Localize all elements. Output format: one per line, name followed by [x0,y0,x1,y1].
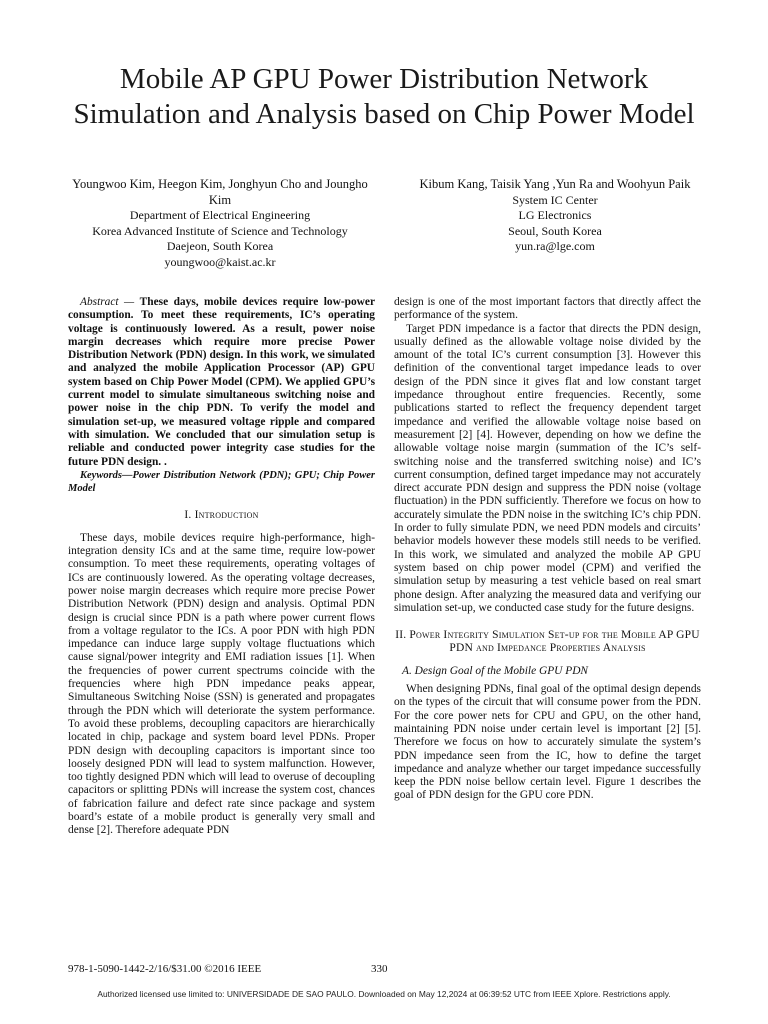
license-notice: Authorized licensed use limited to: UNIVERSIDADE DE SAO PAULO. Downloaded on May 12,2024 at 06:39:52 UTC from IEEE Xplore. Restrictions apply. [97,989,671,999]
author-email: youngwoo@kaist.ac.kr [164,254,276,269]
author-location: Daejeon, South Korea [166,239,274,253]
author-names: Youngwoo Kim, Heegon Kim, Jonghyun Cho and Joungho Kim [72,177,368,207]
intro-paragraph: These days, mobile devices require high-performance, high-integration density ICs and at the same time, require low-power consumption. To meet these requirements, operating voltages of ICs are continuously lowered. As the operating voltage decreases, power noise margin decreases which require more precise Power Distribution Network (PDN) design and analysis. Optimal PDN design is crucial since PDN is a path where power current flows from a voltage regulator to the ICs. A poor PDN with high PDN impedance can induce large supply voltage fluctuations which cause signal/power integrity and EMI radiation issues [1]. When the frequencies of power current spectrums coincide with the frequencies where high PDN impedance peaks appear, Simultaneous Switching Noise (SSN) is generated and propagates through the PDN which will deteriorate the system performance. To avoid these problems, decoupling capacitors are hierarchically located in chip, package and system board level PDNs. Proper PDN design with decoupling capacitors is important since too loosely designed PDN will lead to system malfunction. However, too tightly designed PDN which will lead to overuse of decoupling capacitors or splitting PDNs will increase the system cost, chances of fabrication failure and defect rate since package and system board’s estate of a mobile product is generally very small and dense [2]. Therefore adequate PDN [68,531,375,837]
page-number: 330 [371,963,388,975]
paper-title [40,62,728,132]
section-heading-introduction: I. Introduction [184,509,259,522]
subsection-heading-design-goal: A. Design Goal of the Mobile GPU PDN [402,664,589,677]
target-impedance-paragraph: Target PDN impedance is a factor that directs the PDN design, usually defined as the allowable voltage noise divided by the amount of the total IC’s current consumption [3]. However this definition of the conventional target impedance leads to over design of the PDN since it gives flat and low constant target impedance throughout entire frequencies. Recently, some publications started to reflect the frequency dependent target impedance and verified the allowable voltage noise based on measurement [2] [4]. However, depending on how we define the allowable voltage noise margin (summation of the IC’s self-switching noise and the transferred switching noise) and IC’s current consumption, defined target impedance may not accurately direct accurate PDN design and suppress the PDN noise (voltage fluctuation) in the PDN sufficiently. Therefore we focus on how to accurately simulate the PDN noise in the switching IC’s chip PDN. In order to fully simulate PDN, we need PDN models and circuits’ behavior models however these models still needs to be verified. In this work, we simulated and analyzed the mobile AP GPU system based on chip power model (CPM) and verified the simulation setup by measuring a test vehicle based on real smart phone design. After analyzing the measured data and verifying our simulation set-up, we conducted case study for the future designs. [394,322,701,614]
copyright-notice: 978-1-5090-1442-2/16/$31.00 ©2016 IEEE [68,963,262,975]
title-line-2: Simulation and Analysis based on Chip Power Model [73,98,695,130]
author-block-kaist [70,177,370,270]
abstract [68,296,375,469]
author-block-lg [405,177,705,255]
author-email: yun.ra@lge.com [515,239,595,253]
author-names: Kibum Kang, Taisik Yang ,Yun Ra and Woohyun Paik [419,177,691,191]
keywords-label: Keywords— [80,469,133,481]
design-goal-paragraph: When designing PDNs, final goal of the optimal design depends on the types of the circuit that will consume power from the PDN. For the core power nets for CPU and GPU, on the other hand, maintaining PDN noise under certain level is important [2] [5]. Therefore we focus on how to accurately simulate the system’s PDN impedance seen from the IC, how to define the target impedance and analyze whether our target impedance successfully keep the PDN noise bellow certain level. Figure 1 describes the goal of PDN design for the GPU core PDN. [394,683,701,802]
author-location: Seoul, South Korea [508,223,602,238]
author-institution: LG Electronics [518,208,592,222]
keywords [68,469,375,496]
right-column [394,296,701,803]
abstract-text: These days, mobile devices require low-power consumption. To meet these requirements, IC’s operating voltage is continuously lowered. As a result, power noise margin decreases which require more precise Power Distribution Network (PDN) design. In this work, we simulated and analyzed the mobile Application Processor (AP) GPU system based on Chip Power Model (CPM). We applied GPU’s current model to simulate simultaneous switching noise and power noise in the chip PDN. To verify the model and simulation set-up, we measured voltage ripple and compared with simulation. We concluded that our simulation setup is reliable and conducted power integrity case studies for the future PDN design. . [68,296,376,468]
section-heading-simulation-setup: II. Power Integrity Simulation Set-up for the Mobile AP GPU PDN and Impedance Properties Analysis [395,629,700,655]
author-department: System IC Center [512,192,598,207]
author-institution: Korea Advanced Institute of Science and Technology [92,223,348,238]
left-column [68,296,375,838]
title-line-1: Mobile AP GPU Power Distribution Network [119,63,649,95]
keywords-text: Power Distribution Network (PDN); GPU; Chip Power Model [68,469,375,495]
author-department: Department of Electrical Engineering [129,208,311,222]
intro-paragraph-continued: design is one of the most important factors that directly affect the performance of the system. [394,296,701,322]
abstract-label: Abstract — [80,296,135,308]
